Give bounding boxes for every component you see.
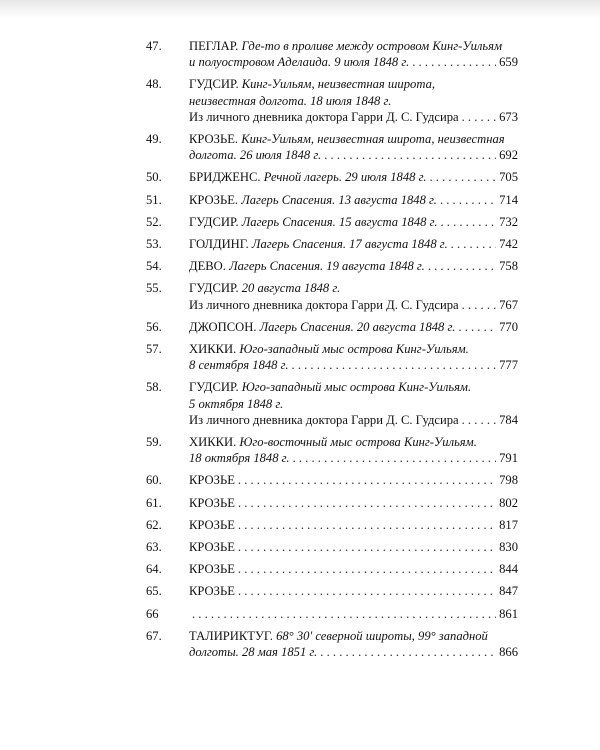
- entry-leader-line: [189, 450, 518, 466]
- entry-number: 57.: [146, 342, 162, 357]
- toc-entry-52: [146, 214, 518, 230]
- entry-leader-line: [189, 517, 518, 533]
- entry-name: КРОЗЬЕ.: [189, 192, 239, 207]
- entry-description-continued: 18 октября 1848 г.: [189, 451, 290, 466]
- entry-name: КРОЗЬЕ.: [189, 132, 239, 147]
- entry-leader-line: [189, 472, 518, 488]
- entry-name: ГУДСИР.: [189, 214, 239, 229]
- page-number: 844: [499, 562, 518, 577]
- page-number: 802: [499, 495, 518, 510]
- page-number: 767: [499, 297, 518, 312]
- entry-title-line: [189, 280, 518, 296]
- entry-title-line: [189, 76, 518, 92]
- entry-name: КРОЗЬЕ: [189, 562, 235, 577]
- diary-subtitle: Из личного дневника доктора Гарри Д. С. Гудсира: [189, 412, 459, 427]
- page-number: 692: [499, 148, 518, 163]
- entry-number: 63.: [146, 540, 162, 555]
- dot-leader: [238, 517, 496, 533]
- entry-description: Где-то в проливе между островом Кинг-Уильям: [241, 39, 503, 53]
- toc-entry-56: [146, 319, 518, 335]
- dot-leader: [324, 147, 496, 163]
- entry-name: КРОЗЬЕ: [189, 517, 235, 532]
- entry-number: 50.: [146, 170, 162, 185]
- page-number: 758: [499, 259, 518, 274]
- page-number: 770: [499, 319, 518, 334]
- entry-number: 66: [146, 606, 159, 621]
- page-number: 847: [499, 584, 518, 599]
- toc-entry-51: [146, 192, 518, 208]
- dot-leader: [238, 495, 496, 511]
- entry-description-continued: долгота. 26 июля 1848 г.: [189, 148, 322, 163]
- entry-description: Юго-западный мыс острова Кинг-Уильям.: [241, 380, 472, 395]
- toc-entry-48: [146, 76, 518, 125]
- entry-description-continued: неизвестная долгота. 18 июля 1848 г.: [189, 93, 392, 108]
- entry-leader-line: [189, 214, 518, 230]
- entry-leader-line: [189, 109, 518, 125]
- page-number: 732: [499, 214, 518, 229]
- toc-entry-54: [146, 258, 518, 274]
- toc-entry-57: [146, 341, 518, 373]
- entry-leader-line: [189, 147, 518, 163]
- entry-leader-line: [189, 258, 518, 274]
- dot-leader: [412, 54, 496, 70]
- page-number: 777: [499, 358, 518, 373]
- entry-number: 67.: [146, 628, 162, 643]
- entry-number: 53.: [146, 237, 162, 252]
- entry-name: ХИККИ.: [189, 342, 237, 357]
- entry-description-continued: долготы. 28 мая 1851 г.: [189, 645, 318, 660]
- entry-leader-line: [189, 561, 518, 577]
- dot-leader: [440, 192, 496, 208]
- toc-entry-59: [146, 434, 518, 466]
- entry-description: Лагерь Спасения. 19 августа 1848 г.: [229, 259, 425, 274]
- dot-leader: [238, 539, 496, 555]
- entry-name: ТАЛИРИКТУГ.: [189, 628, 273, 643]
- entry-leader-line: [189, 169, 518, 185]
- entry-number: 59.: [146, 435, 162, 450]
- entry-number: 60.: [146, 473, 162, 488]
- entry-leader-line: [189, 644, 518, 660]
- page-number: 830: [499, 540, 518, 555]
- entry-number: 52.: [146, 214, 162, 229]
- entry-description: Юго-восточный мыс острова Кинг-Уильям.: [239, 435, 477, 450]
- page-number: 784: [499, 412, 518, 427]
- entry-name: КРОЗЬЕ: [189, 495, 235, 510]
- entry-leader-line: [189, 606, 518, 622]
- dot-leader: [462, 297, 496, 313]
- diary-subtitle: Из личного дневника доктора Гарри Д. С. Гудсира: [189, 109, 459, 124]
- entry-leader-line: [189, 495, 518, 511]
- entry-title-line: [189, 628, 518, 644]
- entry-name: ДЕВО.: [189, 259, 226, 274]
- entry-name: ХИККИ.: [189, 435, 237, 450]
- entry-number: 55.: [146, 281, 162, 296]
- toc-entry-50: [146, 169, 518, 185]
- entry-name: ДЖОПСОН.: [189, 319, 257, 334]
- diary-subtitle: Из личного дневника доктора Гарри Д. С. Гудсира: [189, 297, 459, 312]
- page-top-shadow: [0, 0, 600, 20]
- toc-entry-67: [146, 628, 518, 660]
- entry-name: ГУДСИР.: [189, 281, 239, 296]
- dot-leader: [293, 450, 497, 466]
- dot-leader: [462, 109, 496, 125]
- entry-description: 20 августа 1848 г.: [241, 281, 341, 296]
- entry-description: Лагерь Спасения. 13 августа 1848 г.: [241, 192, 437, 207]
- entry-title-line: [189, 379, 518, 395]
- toc-entry-53: [146, 236, 518, 252]
- entry-number: 47.: [146, 39, 162, 53]
- dot-leader: [462, 412, 496, 428]
- entry-number: 51.: [146, 192, 162, 207]
- dot-leader: [458, 319, 496, 335]
- page-number: 705: [499, 170, 518, 185]
- toc-entry-65: [146, 583, 518, 599]
- entry-number: 65.: [146, 584, 162, 599]
- table-of-contents: [146, 38, 518, 666]
- entry-name: ГУДСИР.: [189, 380, 239, 395]
- entry-description: Кинг-Уильям, неизвестная широта,: [241, 77, 436, 92]
- entry-title-line: [189, 434, 518, 450]
- entry-number: 58.: [146, 380, 162, 395]
- toc-entry-47: [146, 38, 518, 70]
- toc-entry-55: [146, 280, 518, 312]
- entry-number: 49.: [146, 132, 162, 147]
- entry-title-line: [189, 131, 518, 147]
- entry-description: Лагерь Спасения. 15 августа 1848 г.: [241, 214, 438, 229]
- entry-description-continued: 5 октября 1848 г.: [189, 396, 284, 411]
- entry-description: Речной лагерь. 29 июля 1848 г.: [263, 170, 427, 185]
- toc-entry-66: [146, 606, 518, 622]
- entry-description: Лагерь Спасения. 17 августа 1848 г.: [251, 237, 448, 252]
- toc-entry-61: [146, 495, 518, 511]
- entry-name: ГУДСИР.: [189, 77, 239, 92]
- page-number: 714: [499, 192, 518, 207]
- dot-leader: [451, 236, 496, 252]
- entry-number: 56.: [146, 319, 162, 334]
- entry-number: 48.: [146, 77, 162, 92]
- entry-description: Лагерь Спасения. 20 августа 1848 г.: [259, 319, 456, 334]
- entry-leader-line: [189, 297, 518, 313]
- entry-description: Кинг-Уильям, неизвестная широта, неизвестная: [241, 132, 505, 147]
- page-number: 861: [499, 606, 518, 621]
- page-number: 866: [499, 645, 518, 660]
- entry-name: ГОЛДИНГ.: [189, 237, 249, 252]
- dot-leader: [428, 258, 496, 274]
- dot-leader: [440, 214, 496, 230]
- dot-leader: [238, 583, 496, 599]
- entry-title-line: [189, 38, 518, 54]
- page-number: 659: [499, 55, 518, 70]
- entry-leader-line: [189, 357, 518, 373]
- entry-title-line: [189, 341, 518, 357]
- entry-name: КРОЗЬЕ: [189, 473, 235, 488]
- entry-leader-line: [189, 583, 518, 599]
- entry-leader-line: [189, 192, 518, 208]
- entry-name: БРИДЖЕНС.: [189, 170, 261, 185]
- page-number: 817: [499, 517, 518, 532]
- toc-entry-63: [146, 539, 518, 555]
- dot-leader: [192, 606, 496, 622]
- entry-leader-line: [189, 319, 518, 335]
- dot-leader: [238, 472, 496, 488]
- entry-description: Юго-западный мыс острова Кинг-Уильям.: [239, 342, 469, 357]
- entry-leader-line: [189, 539, 518, 555]
- page-number: 673: [499, 109, 518, 124]
- entry-description: 68° 30′ северной широты, 99° западной: [276, 628, 488, 643]
- page-number: 798: [499, 473, 518, 488]
- dot-leader: [320, 644, 496, 660]
- toc-entry-58: [146, 379, 518, 428]
- entry-number: 54.: [146, 259, 162, 274]
- entry-name: КРОЗЬЕ: [189, 584, 235, 599]
- toc-entry-60: [146, 472, 518, 488]
- entry-description-continued: и полуостровом Аделаида. 9 июля 1848 г.: [189, 55, 410, 70]
- entry-description-continued: 8 сентября 1848 г.: [189, 358, 289, 373]
- page-number: 791: [499, 451, 518, 466]
- entry-name: КРОЗЬЕ: [189, 540, 235, 555]
- toc-entry-49: [146, 131, 518, 163]
- toc-entry-64: [146, 561, 518, 577]
- dot-leader: [238, 561, 496, 577]
- dot-leader: [292, 357, 497, 373]
- entry-number: 62.: [146, 517, 162, 532]
- entry-leader-line: [189, 54, 518, 70]
- dot-leader: [429, 169, 496, 185]
- entry-number: 64.: [146, 562, 162, 577]
- entry-leader-line: [189, 412, 518, 428]
- toc-entry-62: [146, 517, 518, 533]
- entry-number: 61.: [146, 495, 162, 510]
- entry-name: ПЕГЛАР.: [189, 39, 239, 53]
- entry-leader-line: [189, 236, 518, 252]
- page-number: 742: [499, 237, 518, 252]
